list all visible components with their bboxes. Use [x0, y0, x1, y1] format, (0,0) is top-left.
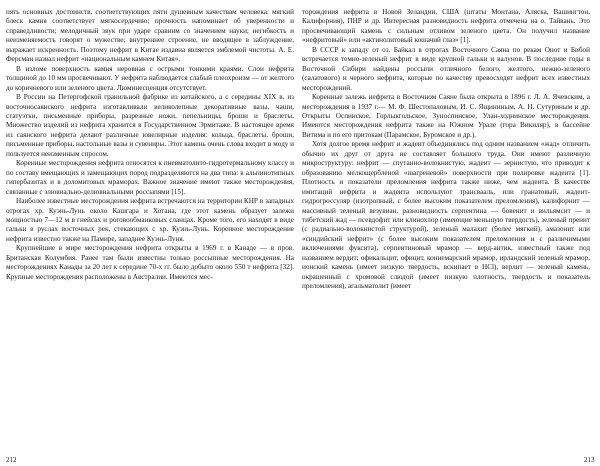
- left-page-number: 212: [6, 456, 17, 464]
- left-paragraph-5: Наиболее известные месторождения нефрита встречаются на территории КНР в западных отрогах хр. Куэнь-Лунь около Кашгара и Хотана, где этот камень образует залежи мощностью 7—12 м в гнейсах и роговообманковых сланцах. Кроме того, его находят в виде гальки в руслах восточных рек, стекающих с хр. Куэнь-Лунь. Коренное месторождение нефрита известно также на Памире, западнее Куэнь-Луня.: [6, 197, 294, 243]
- left-paragraph-3: В России на Петергофской гранильной фабрике из китайского, а с середины XIX в. из восточносаянского нефрита изготавливали великолепные декоративные вазы, чаши, статуэтки, письменные приборы, разрезные ножи, пепельницы, броши и браслеты. Множество изделий из нефрита хранится в Государственном Эрмитаже. В настоящее время из саянского нефрита делают различные ювелирные изделия: кольца, браслеты, броши, письменные приборы, настольные вазы и сувениры. Этот камень очень слова входит в моду и пользуется неизменным спросом.: [6, 93, 294, 158]
- left-paragraph-4: Коренные месторождения нефрита относятся к пневматолито-гидротермальному классу и по составу вмещающих и замещающих пород подразделяются на два типа: в альпинотипных гипербазитах и в доломитовых мраморах. Важное значение имеют также месторождения, связанные с элювиально-делювиальными россыпями [15].: [6, 159, 294, 196]
- right-paragraph-2: В СССР к западу от оз. Байкал в отрогах Восточного Саяна по рекам Онот и Бибой встречается темно-зеленый нефрит в виде крупной гальки и валунов. В последние годы в Восточной Сибири найдены россыпи отличного белого, желтого, нежно-зеленого (салатового) и черного нефрита, которые по качеству превосходят нефрит всех известных месторождений.: [302, 45, 590, 92]
- left-paragraph-6: Крупнейшие в мире месторождения нефрита открыты в 1969 г. в Канаде — в пров. Британская Колумбия. Ранее там были известны только россыпные месторождения. На месторождениях Канады за 20 лет к середине 70-х гг. было добыто около 550 т нефрита [32]. Крупные месторождения расположены в Австралии. Имеются мес-: [6, 244, 294, 281]
- right-page: [302, 8, 590, 292]
- right-paragraph-1: торождения нефрита в Новой Зеландии, США (штаты Монтана, Аляска, Вашингтон, Калифорния), ПНР и др. Интересная разновидность нефрита отмечена на о. Тайвань. Это просвечивающий камень с сильным отливом зеленого цвета. Он получил название «нефритовый» или «актинолитовый кошачий глаз» [1].: [302, 8, 590, 45]
- left-page: [6, 8, 294, 282]
- right-paragraph-4: Хотя долгое время нефрит и жадеит объединялись под одним названием «жад» отличить обычно их друг от друга не составляет большого труда. Они имеют различную микроструктуру: нефрит — спутанно-волокнистую, жадеит — зернистую, что приводит к образованию мелкощербленой «шагреневой» поверхности при полировке жадеита [1]. Плотность и показатели преломления нефрита также ниже, чем жадеита. В качестве имитаций нефрита и жадеита используют трансвааль, или гранатовый, жадеит-гидрогроссуляр (изотропный, с более высоким показателем преломления), калифорнит — массивный зеленый везувиан, разновидность серпентина — бовенит и вильямсит — и тибетский жад — псевдофит или клинохлор (имеющие меньшую твердость), зеленый пренит (с радиально-волокнистой структурой), зеленый малахит (более мягкий), амазонит или «синдийский нефрит» (с более высоким показателем преломления и с различимыми включениями фуксита), серпентиновый мрамор — верд-антик, известный также под названием вердит; офикальцит, официт, коннемарский мрамор, ирландский зеленый мрамор, ионский камень (имеет низкую твердость, вскипает в HCl), верлит — зеленый камень, окрашенный с хромовой слюдой (имеет низкую плотность, твердость и показатель преломления), агальматолит (имеет: [302, 140, 590, 291]
- right-paragraph-3: Коренные залежь нефрита в Восточном Саяне была открыта в 1896 г. Л. А. Ячевским, а месторождения в 1937 г.— М. Ф. Шестопаловым, И. С. Ящининым, А. Н. Сутуриным и др. Открыты Оспинское, Горлыкгольское, Зуноспинское, Улан-ходнинское месторождения. Имеются месторождения нефрита также на Южном Урале (гора Викиляр), в бассейне Витима и по его притокам (Парамское, Буромское и др.).: [302, 93, 590, 139]
- left-paragraph-2: В изломе поверхность камня неровная с острыми тонкими краями. Слои нефрита толщиной до 10 мм просвечивают. У нефрита наблюдается слабый плеохроизм — от желтого до коричневого или зеленого цвета. Люминесценция отсутствует.: [6, 64, 294, 92]
- right-page-number: 213: [584, 456, 595, 464]
- left-paragraph-1: пять основных достоинств, соответствующих пяти душевным качествам человека: мягкий блеск камня соответствует мягкосердечию; прочность напоминает об уверенности и справедливости; мелодичный звук при ударе сравним со значением науки; негибкость и неизменяемость говорят о мужестве; внутреннее строение, не вводящее в заблуждение, выражает искренность. Поэтому нефрит в Китае издавна является эмблемой чистоты. А. Е. Ферсман назвал нефрит «национальным камнем Китая».: [6, 8, 294, 64]
